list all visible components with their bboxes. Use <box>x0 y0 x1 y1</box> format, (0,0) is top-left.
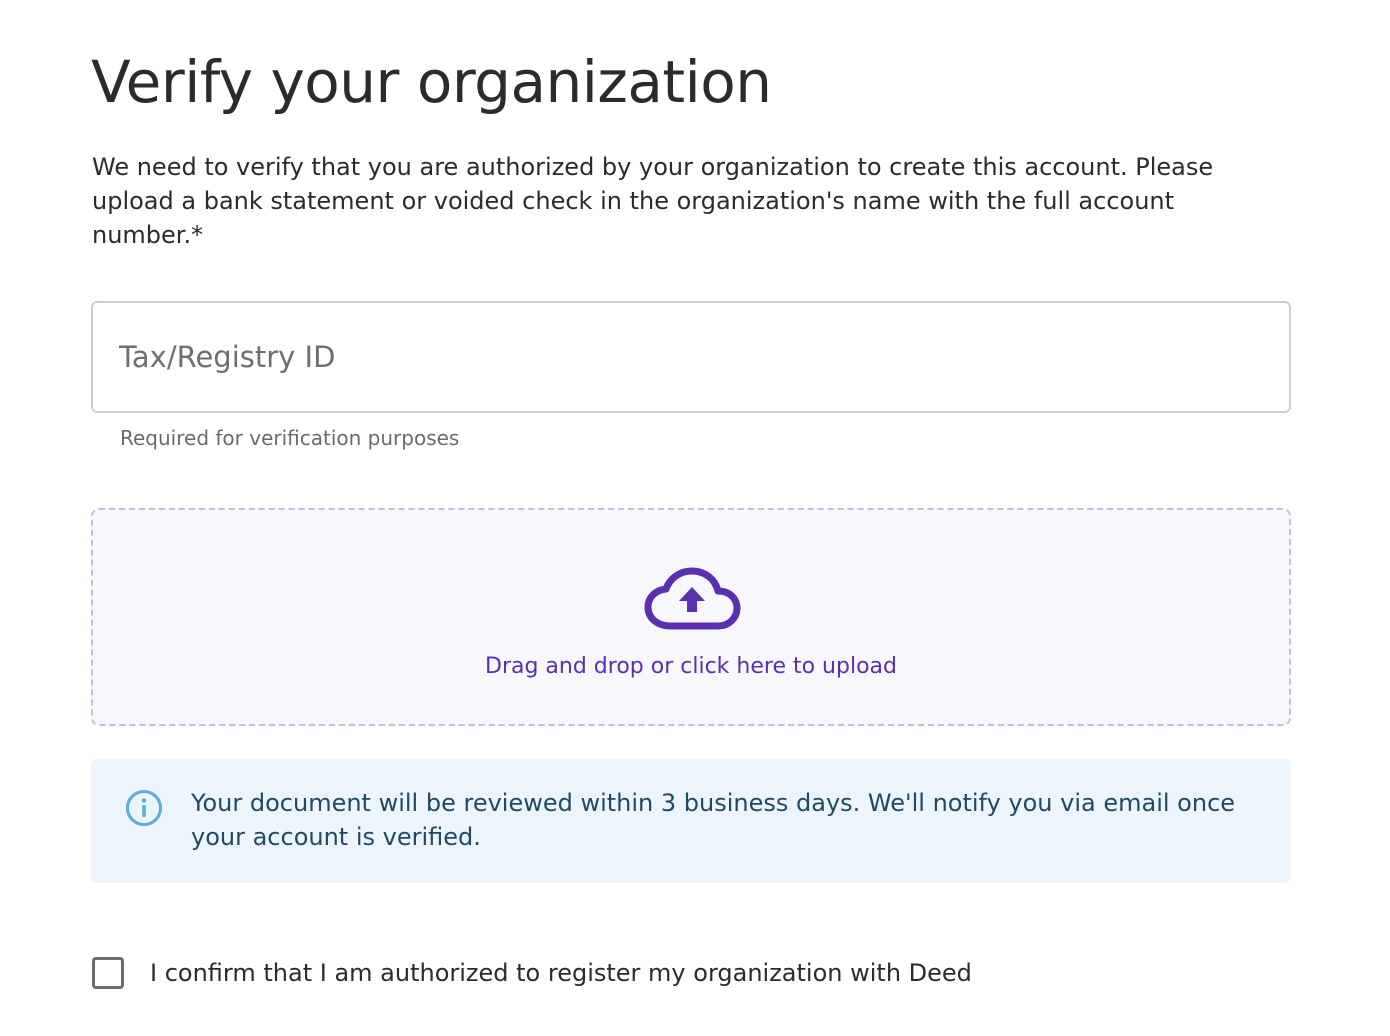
authorization-checkbox[interactable] <box>92 957 124 989</box>
tax-id-input[interactable] <box>119 303 1269 411</box>
upload-dropzone[interactable] <box>91 508 1291 726</box>
review-notice-text: Your document will be reviewed within 3 business days. We'll notify you via email once your account is verified. <box>191 789 1236 851</box>
tax-id-helper-text: Required for verification purposes <box>120 426 460 450</box>
upload-instructions: Drag and drop or click here to upload <box>485 654 897 679</box>
page-title: Verify your organization <box>91 48 772 116</box>
cloud-upload-icon <box>643 566 741 632</box>
info-icon <box>125 789 163 827</box>
tax-id-field <box>91 301 1291 413</box>
page-description: We need to verify that you are authorized by your organization to create this account. Please upload a bank statement or voided check in the organization's name with the full account number.* <box>92 153 1214 249</box>
authorization-confirm[interactable] <box>92 954 972 992</box>
review-notice <box>91 759 1291 883</box>
authorization-label: I confirm that I am authorized to register my organization with Deed <box>150 959 972 987</box>
